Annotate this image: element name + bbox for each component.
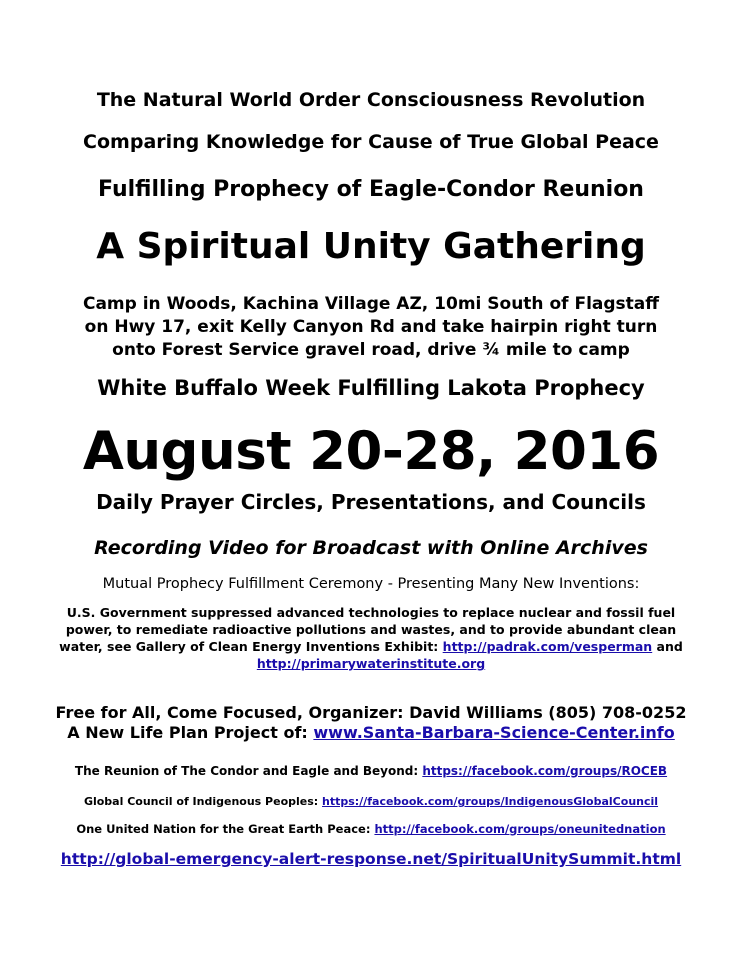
ceremony-line: Mutual Prophecy Fulfillment Ceremony - Presenting Many New Inventions: [102, 576, 640, 592]
primary-water-link[interactable]: http://primarywaterinstitute.org [256, 656, 486, 671]
organizer-line: Free for All, Come Focused, Organizer: David Williams (805) 708-0252 [55, 703, 687, 722]
headline-consciousness-revolution: The Natural World Order Consciousness Revolution [96, 89, 646, 111]
tech-line-prefix: water, see Gallery of Clean Energy Inventions Exhibit: [59, 639, 443, 654]
project-prefix: A New Life Plan Project of: [67, 723, 314, 742]
summit-line [0, 850, 742, 868]
technology-paragraph [0, 604, 742, 672]
location-line: Camp in Woods, Kachina Village AZ, 10mi South of Flagstaff [82, 294, 660, 314]
recording-notice: Recording Video for Broadcast with Online Archives [94, 537, 648, 559]
tech-line-suffix: and [652, 639, 683, 654]
council-line [0, 795, 742, 808]
tech-line: U.S. Government suppressed advanced technologies to replace nuclear and fossil fuel [66, 605, 676, 620]
location-directions [0, 293, 742, 362]
roceb-link[interactable]: https://facebook.com/groups/ROCEB [422, 764, 668, 778]
council-prefix: Global Council of Indigenous Peoples: [83, 795, 323, 808]
organizer-block [0, 703, 742, 743]
location-line: onto Forest Service gravel road, drive ¾ mile to camp [112, 340, 630, 360]
tech-line [0, 638, 742, 655]
nation-prefix: One United Nation for the Great Earth Peace: [76, 822, 375, 836]
reunion-prefix: The Reunion of The Condor and Eagle and Beyond: [74, 764, 423, 778]
nation-line [0, 822, 742, 836]
tech-line: power, to remediate radioactive pollutions and wastes, and to provide abundant clean [65, 622, 677, 637]
location-line: on Hwy 17, exit Kelly Canyon Rd and take hairpin right turn [84, 317, 658, 337]
indigenous-council-link[interactable]: https://facebook.com/groups/IndigenousGlobalCouncil [322, 795, 659, 808]
white-buffalo-week: White Buffalo Week Fulfilling Lakota Prophecy [97, 376, 645, 400]
daily-activities: Daily Prayer Circles, Presentations, and Councils [96, 490, 646, 514]
event-title: A Spiritual Unity Gathering [96, 226, 646, 267]
headline-eagle-condor: Fulfilling Prophecy of Eagle-Condor Reunion [98, 177, 644, 202]
one-united-nation-link[interactable]: http://facebook.com/groups/oneunitednation [374, 822, 666, 836]
event-dates: August 20-28, 2016 [82, 421, 660, 482]
headline-global-peace: Comparing Knowledge for Cause of True Global Peace [83, 131, 659, 153]
reunion-line [0, 764, 742, 778]
tech-line [0, 655, 742, 672]
padrak-link[interactable]: http://padrak.com/vesperman [442, 639, 653, 654]
summit-link[interactable]: http://global-emergency-alert-response.net/SpiritualUnitySummit.html [60, 850, 682, 868]
project-line [0, 723, 742, 743]
science-center-link[interactable]: www.Santa-Barbara-Science-Center.info [313, 723, 675, 742]
